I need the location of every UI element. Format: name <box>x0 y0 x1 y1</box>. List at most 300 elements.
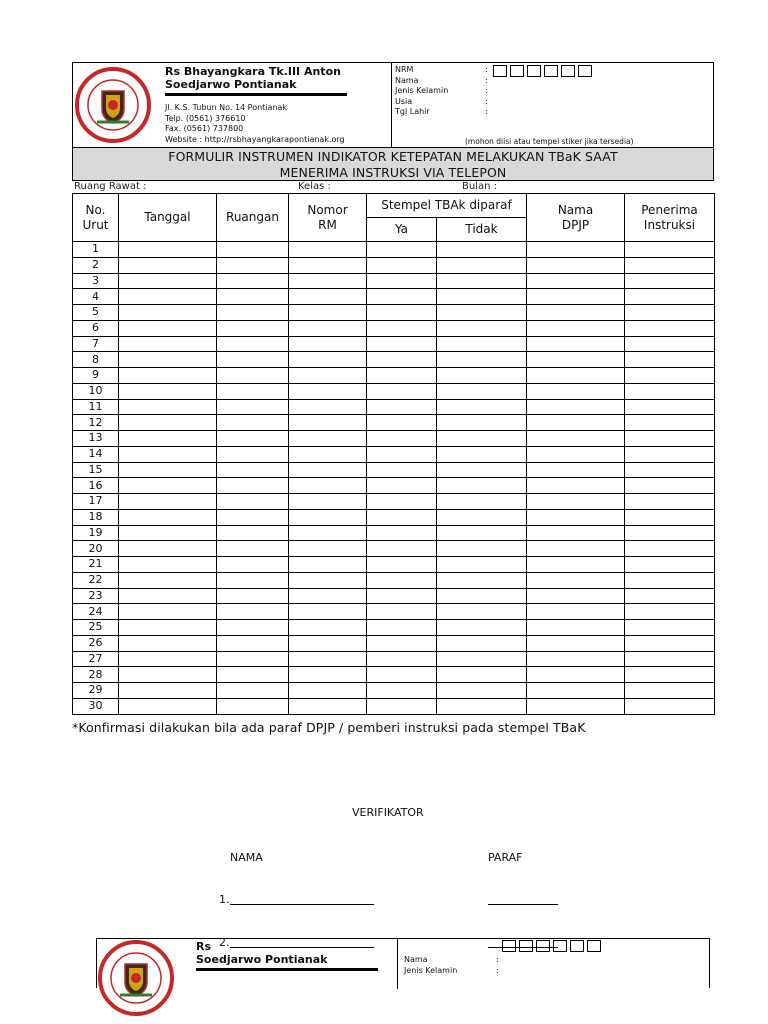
cell-ruangan[interactable] <box>217 683 289 699</box>
row-number: 6 <box>73 320 119 336</box>
cell-nama-dpjp[interactable] <box>527 462 625 478</box>
cell-penerima-instruksi[interactable] <box>625 289 715 305</box>
cell-ya[interactable] <box>367 415 437 431</box>
cell-ya[interactable] <box>367 320 437 336</box>
cell-tanggal[interactable] <box>119 525 217 541</box>
cell-tanggal[interactable] <box>119 368 217 384</box>
cell-ya[interactable] <box>367 273 437 289</box>
phone-text: Telp. (0561) 376610 <box>165 113 246 123</box>
cell-tanggal[interactable] <box>119 557 217 573</box>
nrm-box[interactable] <box>578 65 592 77</box>
cell-nomor-rm[interactable] <box>289 588 367 604</box>
colon-jenis-kelamin: : <box>485 86 488 95</box>
cell-penerima-instruksi[interactable] <box>625 257 715 273</box>
cell-nama-dpjp[interactable] <box>527 667 625 683</box>
cell-ya[interactable] <box>367 431 437 447</box>
cell-tanggal[interactable] <box>119 509 217 525</box>
cell-penerima-instruksi[interactable] <box>625 683 715 699</box>
field-label-usia: Usia <box>395 96 413 106</box>
address-text: Jl. K.S. Tubun No. 14 Pontianak <box>165 103 288 112</box>
next-page-hospital-line2: Soedjarwo Pontianak <box>196 953 328 966</box>
cell-penerima-instruksi[interactable] <box>625 635 715 651</box>
cell-nama-dpjp[interactable] <box>527 289 625 305</box>
cell-nomor-rm[interactable] <box>289 320 367 336</box>
cell-ruangan[interactable] <box>217 273 289 289</box>
cell-nomor-rm[interactable] <box>289 336 367 352</box>
cell-nomor-rm[interactable] <box>289 525 367 541</box>
form-title <box>72 148 714 181</box>
nrm-box[interactable] <box>544 65 558 77</box>
cell-nomor-rm[interactable] <box>289 415 367 431</box>
next-page-field-colons <box>496 955 499 976</box>
cell-ruangan[interactable] <box>217 242 289 258</box>
cell-ruangan[interactable] <box>217 352 289 368</box>
cell-ya[interactable] <box>367 383 437 399</box>
table-row <box>73 588 715 604</box>
cell-nama-dpjp[interactable] <box>527 604 625 620</box>
verifikator-nama-label: NAMA <box>230 851 263 864</box>
cell-nama-dpjp[interactable] <box>527 509 625 525</box>
cell-ya[interactable] <box>367 683 437 699</box>
cell-tanggal[interactable] <box>119 635 217 651</box>
form-header <box>72 62 714 148</box>
cell-tidak[interactable] <box>437 509 527 525</box>
cell-penerima-instruksi[interactable] <box>625 509 715 525</box>
nrm-box[interactable] <box>527 65 541 77</box>
cell-nama-dpjp[interactable] <box>527 494 625 510</box>
cell-nomor-rm[interactable] <box>289 494 367 510</box>
table-body <box>73 242 715 715</box>
nrm-box[interactable] <box>536 940 550 952</box>
cell-ya[interactable] <box>367 620 437 636</box>
nrm-box[interactable] <box>561 65 575 77</box>
cell-tanggal[interactable] <box>119 446 217 462</box>
table-row <box>73 572 715 588</box>
cell-tanggal[interactable] <box>119 305 217 321</box>
cell-nomor-rm[interactable] <box>289 557 367 573</box>
cell-penerima-instruksi[interactable] <box>625 368 715 384</box>
next-page-hospital-underline <box>196 968 378 971</box>
nrm-box[interactable] <box>510 65 524 77</box>
cell-penerima-instruksi[interactable] <box>625 431 715 447</box>
cell-tidak[interactable] <box>437 494 527 510</box>
cell-ya[interactable] <box>367 478 437 494</box>
cell-penerima-instruksi[interactable] <box>625 588 715 604</box>
cell-penerima-instruksi[interactable] <box>625 352 715 368</box>
cell-ruangan[interactable] <box>217 320 289 336</box>
cell-nomor-rm[interactable] <box>289 352 367 368</box>
cell-ya[interactable] <box>367 557 437 573</box>
cell-tidak[interactable] <box>437 305 527 321</box>
cell-nama-dpjp[interactable] <box>527 399 625 415</box>
cell-tidak[interactable] <box>437 336 527 352</box>
table-row <box>73 289 715 305</box>
cell-penerima-instruksi[interactable] <box>625 667 715 683</box>
cell-nama-dpjp[interactable] <box>527 305 625 321</box>
colon-nama: : <box>485 75 488 85</box>
row-number: 3 <box>73 273 119 289</box>
cell-tanggal[interactable] <box>119 478 217 494</box>
cell-tanggal[interactable] <box>119 494 217 510</box>
cell-tanggal[interactable] <box>119 399 217 415</box>
col-header-dpjp-line1: Nama <box>557 202 594 217</box>
cell-ya[interactable] <box>367 667 437 683</box>
hospital-logo <box>75 67 151 143</box>
col-header-nama-dpjp <box>527 194 625 242</box>
ruang-rawat-label: Ruang Rawat : <box>74 181 147 192</box>
cell-ruangan[interactable] <box>217 494 289 510</box>
cell-nama-dpjp[interactable] <box>527 257 625 273</box>
cell-ya[interactable] <box>367 399 437 415</box>
cell-ruangan[interactable] <box>217 336 289 352</box>
cell-nomor-rm[interactable] <box>289 541 367 557</box>
cell-nomor-rm[interactable] <box>289 572 367 588</box>
cell-nomor-rm[interactable] <box>289 273 367 289</box>
cell-penerima-instruksi[interactable] <box>625 415 715 431</box>
cell-nomor-rm[interactable] <box>289 446 367 462</box>
cell-tidak[interactable] <box>437 273 527 289</box>
table-row <box>73 525 715 541</box>
field-label-jenis-kelamin: Jenis Kelamin <box>395 86 449 95</box>
row-number: 20 <box>73 541 119 557</box>
cell-nomor-rm[interactable] <box>289 399 367 415</box>
cell-tidak[interactable] <box>437 525 527 541</box>
cell-tanggal[interactable] <box>119 415 217 431</box>
row-number: 15 <box>73 462 119 478</box>
cell-tidak[interactable] <box>437 399 527 415</box>
cell-tidak[interactable] <box>437 557 527 573</box>
cell-nama-dpjp[interactable] <box>527 336 625 352</box>
table-row <box>73 242 715 258</box>
cell-penerima-instruksi[interactable] <box>625 620 715 636</box>
cell-tanggal[interactable] <box>119 541 217 557</box>
cell-tanggal[interactable] <box>119 620 217 636</box>
cell-ruangan[interactable] <box>217 257 289 273</box>
cell-nomor-rm[interactable] <box>289 368 367 384</box>
cell-tanggal[interactable] <box>119 683 217 699</box>
verifikator-number-1: 1. <box>219 893 230 906</box>
fax-text: Fax. (0561) 737800 <box>165 124 244 133</box>
cell-nomor-rm[interactable] <box>289 462 367 478</box>
next-page-nrm-boxes[interactable] <box>502 940 604 952</box>
cell-penerima-instruksi[interactable] <box>625 572 715 588</box>
cell-nama-dpjp[interactable] <box>527 273 625 289</box>
website-text: Website : http://rsbhayangkarapontianak.org <box>165 134 345 144</box>
col-header-no-urut <box>73 194 119 242</box>
cell-nama-dpjp[interactable] <box>527 478 625 494</box>
table-row <box>73 683 715 699</box>
cell-nama-dpjp[interactable] <box>527 352 625 368</box>
cell-ruangan[interactable] <box>217 620 289 636</box>
nrm-box[interactable] <box>587 940 601 952</box>
table-row <box>73 305 715 321</box>
cell-nomor-rm[interactable] <box>289 383 367 399</box>
table-row <box>73 431 715 447</box>
cell-tanggal[interactable] <box>119 242 217 258</box>
cell-ya[interactable] <box>367 509 437 525</box>
cell-tanggal[interactable] <box>119 431 217 447</box>
cell-tidak[interactable] <box>437 383 527 399</box>
next-page-colon-jenis-kelamin: : <box>496 965 499 975</box>
cell-nama-dpjp[interactable] <box>527 635 625 651</box>
cell-ya[interactable] <box>367 541 437 557</box>
cell-penerima-instruksi[interactable] <box>625 478 715 494</box>
row-number: 8 <box>73 352 119 368</box>
cell-tidak[interactable] <box>437 368 527 384</box>
cell-nomor-rm[interactable] <box>289 242 367 258</box>
cell-ruangan[interactable] <box>217 368 289 384</box>
cell-penerima-instruksi[interactable] <box>625 273 715 289</box>
cell-tidak[interactable] <box>437 431 527 447</box>
cell-nomor-rm[interactable] <box>289 431 367 447</box>
nrm-box[interactable] <box>519 940 533 952</box>
cell-ruangan[interactable] <box>217 383 289 399</box>
cell-tanggal[interactable] <box>119 651 217 667</box>
next-page-hospital-name <box>196 940 327 966</box>
cell-nama-dpjp[interactable] <box>527 588 625 604</box>
table-row <box>73 336 715 352</box>
cell-tidak[interactable] <box>437 620 527 636</box>
cell-ruangan[interactable] <box>217 415 289 431</box>
field-label-nrm: NRM <box>395 65 414 74</box>
cell-nomor-rm[interactable] <box>289 509 367 525</box>
next-page-colon-nama: : <box>496 955 499 964</box>
table-row <box>73 509 715 525</box>
row-number: 11 <box>73 399 119 415</box>
cell-ya[interactable] <box>367 336 437 352</box>
cell-tidak[interactable] <box>437 683 527 699</box>
row-number: 18 <box>73 509 119 525</box>
col-header-ruangan: Ruangan <box>217 194 289 242</box>
cell-tanggal[interactable] <box>119 383 217 399</box>
cell-penerima-instruksi[interactable] <box>625 651 715 667</box>
cell-penerima-instruksi[interactable] <box>625 446 715 462</box>
table-row <box>73 557 715 573</box>
row-number: 28 <box>73 667 119 683</box>
cell-tanggal[interactable] <box>119 352 217 368</box>
table-row <box>73 320 715 336</box>
cell-nomor-rm[interactable] <box>289 683 367 699</box>
cell-tidak[interactable] <box>437 257 527 273</box>
nrm-input-boxes[interactable] <box>493 65 595 77</box>
cell-nomor-rm[interactable] <box>289 667 367 683</box>
col-header-nomor-rm <box>289 194 367 242</box>
cell-ya[interactable] <box>367 462 437 478</box>
cell-nama-dpjp[interactable] <box>527 620 625 636</box>
cell-ya[interactable] <box>367 257 437 273</box>
cell-nama-dpjp[interactable] <box>527 525 625 541</box>
row-number: 1 <box>73 242 119 258</box>
verifikator-number-2: 2. <box>219 936 230 949</box>
cell-nama-dpjp[interactable] <box>527 368 625 384</box>
cell-tidak[interactable] <box>437 698 527 714</box>
cell-nama-dpjp[interactable] <box>527 383 625 399</box>
cell-nama-dpjp[interactable] <box>527 242 625 258</box>
cell-tidak[interactable] <box>437 541 527 557</box>
cell-ruangan[interactable] <box>217 667 289 683</box>
row-number: 13 <box>73 431 119 447</box>
cell-tanggal[interactable] <box>119 462 217 478</box>
verifikator-name-line-1[interactable] <box>230 904 374 905</box>
cell-tanggal[interactable] <box>119 572 217 588</box>
cell-ruangan[interactable] <box>217 541 289 557</box>
cell-ruangan[interactable] <box>217 305 289 321</box>
verifikator-title: VERIFIKATOR <box>352 806 424 819</box>
table-row <box>73 462 715 478</box>
table-row <box>73 651 715 667</box>
cell-tidak[interactable] <box>437 352 527 368</box>
row-number: 7 <box>73 336 119 352</box>
table-row <box>73 383 715 399</box>
col-header-penerima-line1: Penerima <box>641 202 698 217</box>
cell-ya[interactable] <box>367 635 437 651</box>
cell-tanggal[interactable] <box>119 320 217 336</box>
cell-nomor-rm[interactable] <box>289 620 367 636</box>
row-number: 25 <box>73 620 119 636</box>
cell-ruangan[interactable] <box>217 509 289 525</box>
hospital-name <box>165 65 375 91</box>
cell-tidak[interactable] <box>437 604 527 620</box>
cell-nomor-rm[interactable] <box>289 698 367 714</box>
row-number: 22 <box>73 572 119 588</box>
cell-ruangan[interactable] <box>217 289 289 305</box>
cell-penerima-instruksi[interactable] <box>625 541 715 557</box>
next-page-label-nama: Nama <box>404 955 428 964</box>
nrm-box[interactable] <box>570 940 584 952</box>
cell-penerima-instruksi[interactable] <box>625 494 715 510</box>
row-number: 5 <box>73 305 119 321</box>
cell-ruangan[interactable] <box>217 651 289 667</box>
cell-ruangan[interactable] <box>217 431 289 447</box>
cell-ruangan[interactable] <box>217 588 289 604</box>
cell-penerima-instruksi[interactable] <box>625 399 715 415</box>
cell-ya[interactable] <box>367 352 437 368</box>
cell-tanggal[interactable] <box>119 257 217 273</box>
table-row <box>73 257 715 273</box>
cell-tanggal[interactable] <box>119 289 217 305</box>
cell-ya[interactable] <box>367 698 437 714</box>
cell-ruangan[interactable] <box>217 399 289 415</box>
cell-penerima-instruksi[interactable] <box>625 336 715 352</box>
cell-ya[interactable] <box>367 494 437 510</box>
cell-penerima-instruksi[interactable] <box>625 557 715 573</box>
cell-tanggal[interactable] <box>119 698 217 714</box>
cell-ruangan[interactable] <box>217 462 289 478</box>
form-title-line2: MENERIMA INSTRUKSI VIA TELEPON <box>279 164 507 180</box>
cell-ya[interactable] <box>367 588 437 604</box>
cell-tanggal[interactable] <box>119 336 217 352</box>
nrm-box[interactable] <box>553 940 567 952</box>
cell-nama-dpjp[interactable] <box>527 572 625 588</box>
cell-tanggal[interactable] <box>119 273 217 289</box>
verifikator-name-line-2[interactable] <box>230 947 374 948</box>
cell-tidak[interactable] <box>437 446 527 462</box>
cell-nomor-rm[interactable] <box>289 604 367 620</box>
cell-tidak[interactable] <box>437 651 527 667</box>
row-number: 27 <box>73 651 119 667</box>
cell-penerima-instruksi[interactable] <box>625 698 715 714</box>
cell-ya[interactable] <box>367 651 437 667</box>
cell-ruangan[interactable] <box>217 557 289 573</box>
cell-tanggal[interactable] <box>119 667 217 683</box>
cell-tidak[interactable] <box>437 478 527 494</box>
table-row <box>73 478 715 494</box>
cell-ya[interactable] <box>367 604 437 620</box>
cell-penerima-instruksi[interactable] <box>625 525 715 541</box>
cell-nomor-rm[interactable] <box>289 478 367 494</box>
cell-penerima-instruksi[interactable] <box>625 604 715 620</box>
cell-nama-dpjp[interactable] <box>527 541 625 557</box>
cell-nama-dpjp[interactable] <box>527 683 625 699</box>
cell-ya[interactable] <box>367 242 437 258</box>
cell-ruangan[interactable] <box>217 525 289 541</box>
cell-tidak[interactable] <box>437 667 527 683</box>
cell-nomor-rm[interactable] <box>289 635 367 651</box>
cell-ruangan[interactable] <box>217 604 289 620</box>
cell-penerima-instruksi[interactable] <box>625 462 715 478</box>
verifikator-paraf-line-2[interactable] <box>488 947 558 948</box>
cell-tidak[interactable] <box>437 462 527 478</box>
nrm-box[interactable] <box>493 65 507 77</box>
cell-nama-dpjp[interactable] <box>527 446 625 462</box>
cell-nama-dpjp[interactable] <box>527 431 625 447</box>
cell-ruangan[interactable] <box>217 635 289 651</box>
cell-nama-dpjp[interactable] <box>527 415 625 431</box>
cell-tidak[interactable] <box>437 320 527 336</box>
cell-nomor-rm[interactable] <box>289 257 367 273</box>
cell-ya[interactable] <box>367 572 437 588</box>
table-row <box>73 541 715 557</box>
cell-ya[interactable] <box>367 446 437 462</box>
cell-tidak[interactable] <box>437 635 527 651</box>
cell-nama-dpjp[interactable] <box>527 651 625 667</box>
hospital-name-line1: Rs Bhayangkara Tk.III Anton <box>165 65 341 78</box>
cell-penerima-instruksi[interactable] <box>625 320 715 336</box>
cell-ruangan[interactable] <box>217 572 289 588</box>
cell-ya[interactable] <box>367 368 437 384</box>
cell-ya[interactable] <box>367 525 437 541</box>
colon-usia: : <box>485 96 488 106</box>
cell-penerima-instruksi[interactable] <box>625 305 715 321</box>
cell-nama-dpjp[interactable] <box>527 698 625 714</box>
verifikator-paraf-line-1[interactable] <box>488 904 558 905</box>
row-number: 30 <box>73 698 119 714</box>
cell-ya[interactable] <box>367 289 437 305</box>
hospital-name-underline <box>165 93 347 96</box>
cell-ruangan[interactable] <box>217 698 289 714</box>
cell-ruangan[interactable] <box>217 478 289 494</box>
cell-nomor-rm[interactable] <box>289 289 367 305</box>
cell-nomor-rm[interactable] <box>289 305 367 321</box>
cell-ya[interactable] <box>367 305 437 321</box>
cell-nama-dpjp[interactable] <box>527 320 625 336</box>
cell-tidak[interactable] <box>437 289 527 305</box>
cell-tidak[interactable] <box>437 415 527 431</box>
cell-tanggal[interactable] <box>119 588 217 604</box>
cell-nama-dpjp[interactable] <box>527 557 625 573</box>
cell-tidak[interactable] <box>437 588 527 604</box>
cell-tidak[interactable] <box>437 572 527 588</box>
cell-tanggal[interactable] <box>119 604 217 620</box>
nrm-box[interactable] <box>502 940 516 952</box>
col-header-no-urut-line1: No. <box>85 202 106 217</box>
cell-penerima-instruksi[interactable] <box>625 383 715 399</box>
cell-tidak[interactable] <box>437 242 527 258</box>
cell-ruangan[interactable] <box>217 446 289 462</box>
cell-nomor-rm[interactable] <box>289 651 367 667</box>
cell-penerima-instruksi[interactable] <box>625 242 715 258</box>
confirmation-note: *Konfirmasi dilakukan bila ada paraf DPJP / pemberi instruksi pada stempel TBaK <box>72 720 586 735</box>
